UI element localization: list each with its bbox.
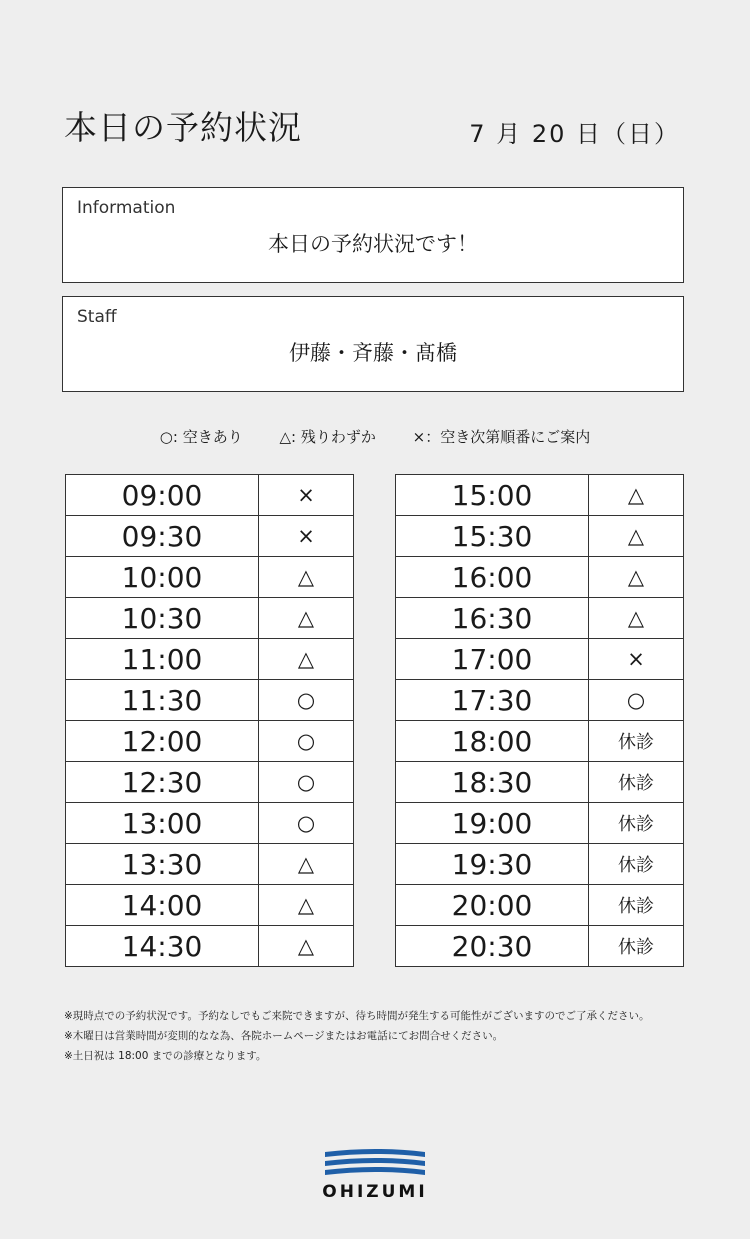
schedule-row	[66, 639, 354, 680]
time-slot: 17:00	[396, 639, 589, 680]
schedule-row	[66, 598, 354, 639]
availability-status: △	[589, 516, 684, 557]
information-box	[62, 187, 684, 283]
time-slot: 18:30	[396, 762, 589, 803]
schedule-row	[66, 516, 354, 557]
time-slot: 20:00	[396, 885, 589, 926]
time-slot: 17:30	[396, 680, 589, 721]
wave-logo-icon	[323, 1148, 427, 1180]
availability-status: △	[259, 598, 354, 639]
availability-status: ○	[589, 680, 684, 721]
schedule-row	[66, 557, 354, 598]
notes	[64, 1006, 649, 1066]
schedule-row	[396, 721, 684, 762]
schedule-row	[396, 639, 684, 680]
legend	[0, 426, 750, 447]
time-slot: 10:00	[66, 557, 259, 598]
schedule-row	[66, 885, 354, 926]
schedule-row	[396, 516, 684, 557]
information-text: 本日の予約状況です！	[268, 232, 478, 256]
time-slot: 09:30	[66, 516, 259, 557]
note-line: ※土日祝は 18:00 までの診療となります。	[64, 1050, 267, 1062]
availability-status: 休診	[589, 803, 684, 844]
time-slot: 16:00	[396, 557, 589, 598]
note-line: ※現時点での予約状況です。予約なしでもご来院できますが、待ち時間が発生する可能性がございますのでご了承ください。	[64, 1010, 650, 1022]
availability-status: ×	[259, 475, 354, 516]
time-slot: 20:30	[396, 926, 589, 967]
availability-status: ×	[259, 516, 354, 557]
availability-status: △	[589, 475, 684, 516]
schedule-table-afternoon	[395, 474, 684, 967]
time-slot: 13:00	[66, 803, 259, 844]
availability-status: 休診	[589, 721, 684, 762]
logo-text: OHIZUMI	[322, 1182, 428, 1202]
time-slot: 12:30	[66, 762, 259, 803]
time-slot: 16:30	[396, 598, 589, 639]
staff-box	[62, 296, 684, 392]
information-label: Information	[77, 198, 176, 218]
staff-label: Staff	[77, 307, 117, 327]
availability-status: △	[259, 557, 354, 598]
availability-status: ○	[259, 721, 354, 762]
time-slot: 10:30	[66, 598, 259, 639]
time-slot: 11:00	[66, 639, 259, 680]
time-slot: 15:00	[396, 475, 589, 516]
schedule-row	[66, 762, 354, 803]
schedule-row	[66, 475, 354, 516]
schedule-row	[396, 475, 684, 516]
schedule-row	[66, 721, 354, 762]
schedule-row	[396, 803, 684, 844]
availability-status: ○	[259, 680, 354, 721]
page-title: 本日の予約状況	[64, 108, 302, 147]
legend-few-left: △: 残りわずか	[279, 428, 376, 446]
schedule-row	[396, 598, 684, 639]
schedule-table-morning	[65, 474, 354, 967]
time-slot: 19:00	[396, 803, 589, 844]
availability-status: △	[589, 557, 684, 598]
availability-status: 休診	[589, 844, 684, 885]
schedule-row	[66, 926, 354, 967]
availability-status: 休診	[589, 762, 684, 803]
legend-waitlist: ×：空き次第順番にご案内	[412, 428, 591, 446]
ohizumi-logo	[0, 1148, 750, 1202]
availability-status: △	[259, 926, 354, 967]
time-slot: 09:00	[66, 475, 259, 516]
availability-status: 休診	[589, 926, 684, 967]
availability-status: ×	[589, 639, 684, 680]
time-slot: 19:30	[396, 844, 589, 885]
time-slot: 18:00	[396, 721, 589, 762]
availability-status: △	[259, 885, 354, 926]
date-label: 7 月 20 日（日）	[469, 120, 680, 148]
availability-status: ○	[259, 762, 354, 803]
schedule-row	[66, 803, 354, 844]
time-slot: 11:30	[66, 680, 259, 721]
time-slot: 13:30	[66, 844, 259, 885]
time-slot: 14:00	[66, 885, 259, 926]
availability-status: 休診	[589, 885, 684, 926]
schedule-row	[396, 926, 684, 967]
staff-names: 伊藤・斉藤・髙橋	[289, 341, 457, 365]
availability-status: △	[259, 639, 354, 680]
legend-available: ○: 空きあり	[159, 428, 243, 446]
schedule-row	[396, 844, 684, 885]
availability-status: △	[589, 598, 684, 639]
schedule-row	[396, 762, 684, 803]
time-slot: 14:30	[66, 926, 259, 967]
time-slot: 12:00	[66, 721, 259, 762]
schedule-row	[396, 557, 684, 598]
schedule-row	[66, 680, 354, 721]
time-slot: 15:30	[396, 516, 589, 557]
schedule-row	[396, 680, 684, 721]
schedule-row	[66, 844, 354, 885]
availability-status: ○	[259, 803, 354, 844]
note-line: ※木曜日は営業時間が変則的なな為、各院ホームページまたはお電話にてお問合せください。	[64, 1030, 504, 1042]
schedule-row	[396, 885, 684, 926]
availability-status: △	[259, 844, 354, 885]
